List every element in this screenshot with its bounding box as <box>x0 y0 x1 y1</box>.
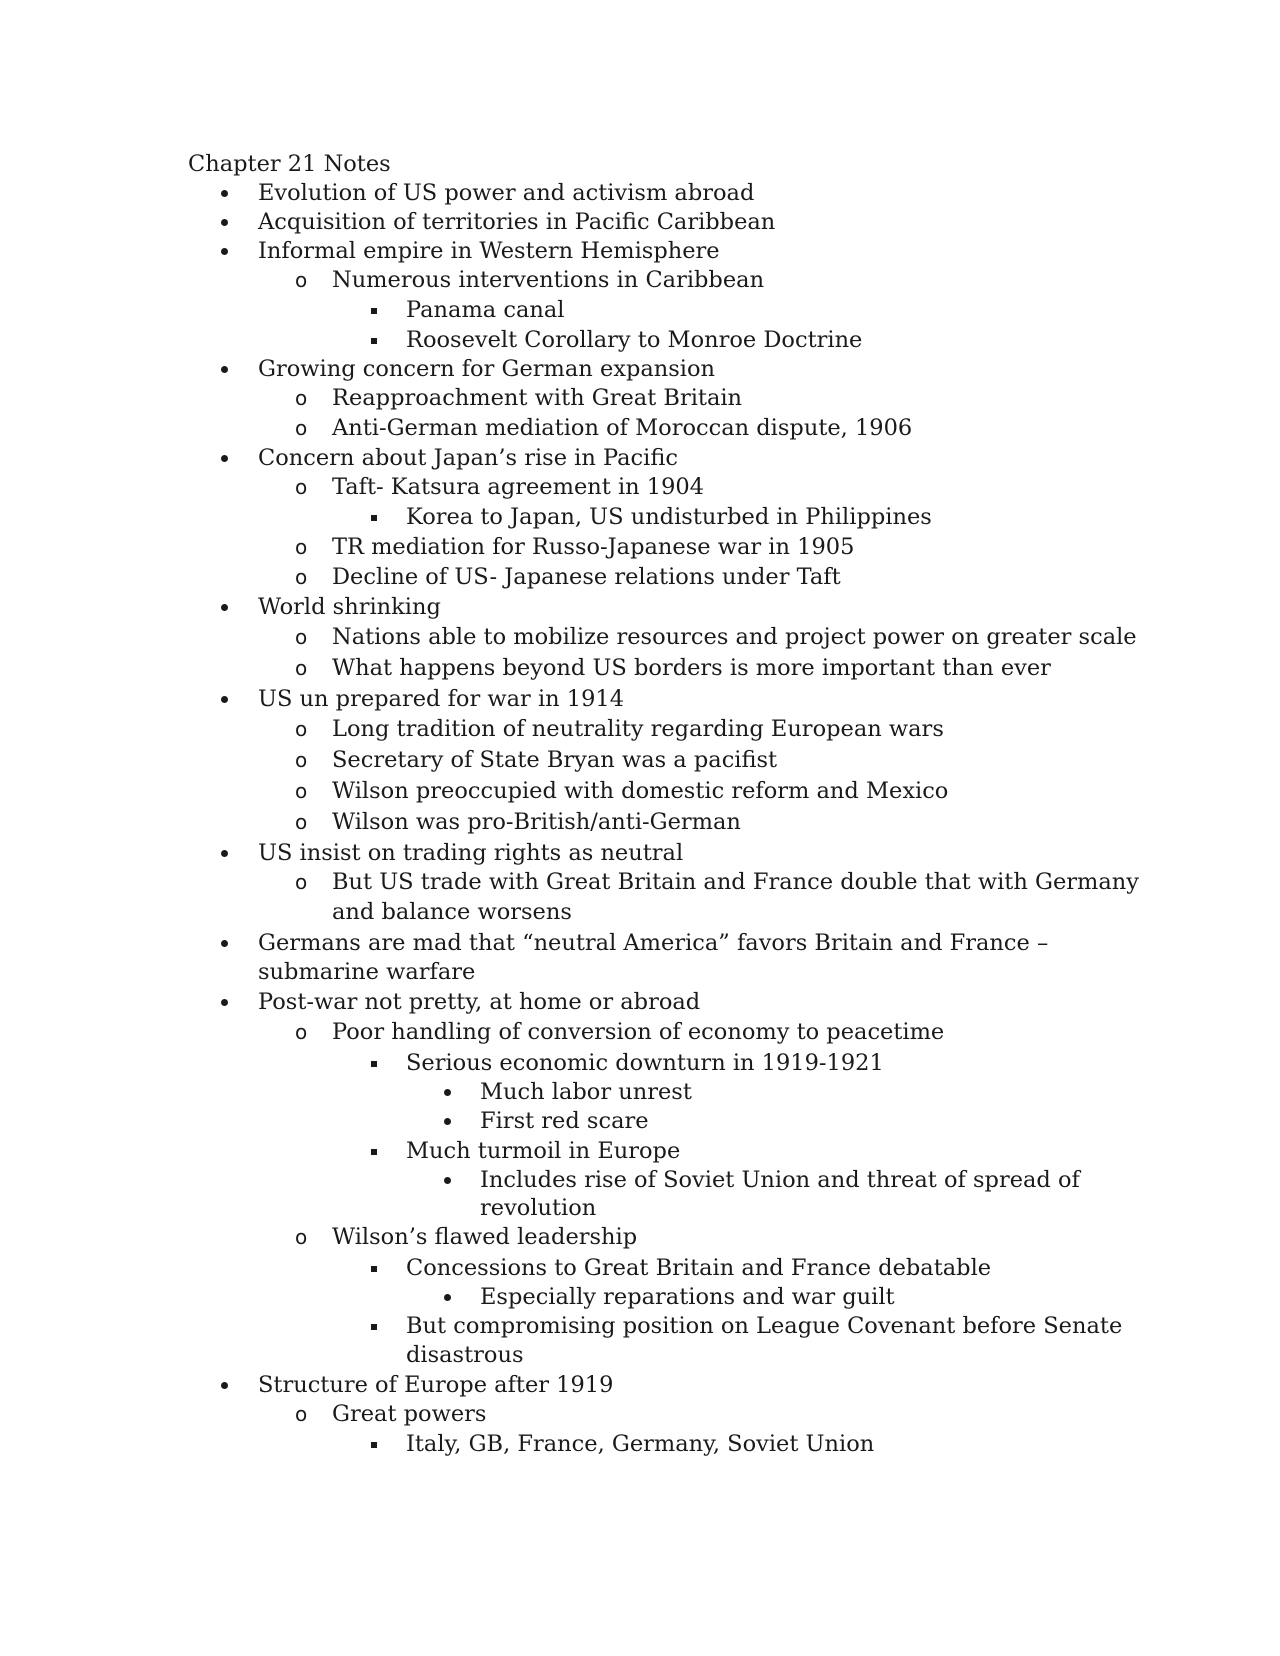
bullet-dot-icon <box>221 366 228 373</box>
bullet-square-icon <box>371 1149 377 1155</box>
outline-item-text: Germans are mad that “neutral America” favors Britain and France – <box>258 930 1049 956</box>
outline-item-text: Korea to Japan, US undisturbed in Philippines <box>406 504 932 530</box>
outline-item-text: Decline of US- Japanese relations under Taft <box>332 564 841 590</box>
outline-item-text: Italy, GB, France, Germany, Soviet Union <box>406 1431 875 1457</box>
bullet-square-icon <box>371 308 377 314</box>
bullet-dot-icon <box>221 999 228 1006</box>
bullet-circle-icon: o <box>295 475 308 499</box>
outline-item-text: What happens beyond US borders is more important than ever <box>332 655 1051 681</box>
bullet-circle-icon: o <box>295 656 308 680</box>
outline-item-text: Post-war not pretty, at home or abroad <box>258 989 701 1015</box>
outline-item-text: First red scare <box>480 1108 649 1134</box>
outline-item-text: Serious economic downturn in 1919-1921 <box>406 1050 884 1076</box>
bullet-dot-icon <box>221 940 228 947</box>
outline-item-text: Long tradition of neutrality regarding European wars <box>332 716 944 742</box>
outline-item-text: Acquisition of territories in Pacific Caribbean <box>258 209 776 235</box>
bullet-dot-icon <box>444 1118 451 1125</box>
bullet-circle-icon: o <box>295 748 308 772</box>
outline-item-text: Wilson was pro-British/anti-German <box>332 809 741 835</box>
outline-item-text: Roosevelt Corollary to Monroe Doctrine <box>406 327 863 353</box>
bullet-circle-icon: o <box>295 779 308 803</box>
bullet-dot-icon <box>444 1177 451 1184</box>
bullet-dot-icon <box>221 604 228 611</box>
outline-item-text: Concessions to Great Britain and France debatable <box>406 1255 992 1281</box>
bullet-square-icon <box>371 1442 377 1448</box>
bullet-dot-icon <box>221 696 228 703</box>
bullet-circle-icon: o <box>295 810 308 834</box>
bullet-circle-icon: o <box>295 1402 308 1426</box>
outline-item-text: Wilson’s flawed leadership <box>332 1224 638 1250</box>
outline-item-text: disastrous <box>406 1342 524 1368</box>
outline-item-text: Reapproachment with Great Britain <box>332 385 743 411</box>
bullet-circle-icon: o <box>295 268 308 292</box>
bullet-square-icon <box>371 1266 377 1272</box>
outline-item-text: But compromising position on League Covenant before Senate <box>406 1313 1123 1339</box>
outline-item-text: Wilson preoccupied with domestic reform and Mexico <box>332 778 949 804</box>
bullet-dot-icon <box>444 1089 451 1096</box>
outline-item-text: Much labor unrest <box>480 1079 692 1105</box>
outline-item-text: Informal empire in Western Hemisphere <box>258 238 720 264</box>
outline-item-text: Secretary of State Bryan was a pacifist <box>332 747 778 773</box>
outline-item-text: Great powers <box>332 1401 487 1427</box>
outline-item-text: Much turmoil in Europe <box>406 1138 681 1164</box>
outline-item-text: Anti-German mediation of Moroccan dispute, 1906 <box>332 415 913 441</box>
bullet-dot-icon <box>221 850 228 857</box>
outline-item-text: TR mediation for Russo-Japanese war in 1905 <box>332 534 855 560</box>
bullet-dot-icon <box>221 219 228 226</box>
bullet-square-icon <box>371 338 377 344</box>
bullet-circle-icon: o <box>295 717 308 741</box>
outline-item-text: Concern about Japan’s rise in Pacific <box>258 445 678 471</box>
outline-item-text: Includes rise of Soviet Union and threat of spread of <box>480 1167 1080 1193</box>
bullet-circle-icon: o <box>295 386 308 410</box>
bullet-dot-icon <box>444 1294 451 1301</box>
outline-item-text: But US trade with Great Britain and France double that with Germany <box>332 869 1139 895</box>
outline-item-text: Structure of Europe after 1919 <box>258 1372 614 1398</box>
outline-item-text: US insist on trading rights as neutral <box>258 840 684 866</box>
bullet-dot-icon <box>221 190 228 197</box>
bullet-square-icon <box>371 1324 377 1330</box>
outline-item-text: submarine warfare <box>258 959 476 985</box>
outline-item-text: Growing concern for German expansion <box>258 356 716 382</box>
bullet-dot-icon <box>221 248 228 255</box>
outline-item-text: Panama canal <box>406 297 565 323</box>
outline-item-text: Poor handling of conversion of economy to peacetime <box>332 1019 945 1045</box>
outline-item-text: US un prepared for war in 1914 <box>258 686 625 712</box>
outline-item-text: Evolution of US power and activism abroad <box>258 180 755 206</box>
bullet-dot-icon <box>221 1382 228 1389</box>
outline-item-text: and balance worsens <box>332 899 572 925</box>
outline-item-text: World shrinking <box>258 594 441 620</box>
bullet-square-icon <box>371 515 377 521</box>
outline-item-text: Nations able to mobilize resources and project power on greater scale <box>332 624 1137 650</box>
bullet-circle-icon: o <box>295 535 308 559</box>
bullet-circle-icon: o <box>295 1225 308 1249</box>
outline-item-text: Especially reparations and war guilt <box>480 1284 895 1310</box>
bullet-circle-icon: o <box>295 870 308 894</box>
bullet-dot-icon <box>221 455 228 462</box>
bullet-circle-icon: o <box>295 565 308 589</box>
bullet-square-icon <box>371 1061 377 1067</box>
document-title: Chapter 21 Notes <box>188 151 391 177</box>
outline-item-text: Taft- Katsura agreement in 1904 <box>332 474 705 500</box>
bullet-circle-icon: o <box>295 625 308 649</box>
outline-item-text: revolution <box>480 1195 597 1221</box>
bullet-circle-icon: o <box>295 416 308 440</box>
outline-item-text: Numerous interventions in Caribbean <box>332 267 765 293</box>
bullet-circle-icon: o <box>295 1020 308 1044</box>
